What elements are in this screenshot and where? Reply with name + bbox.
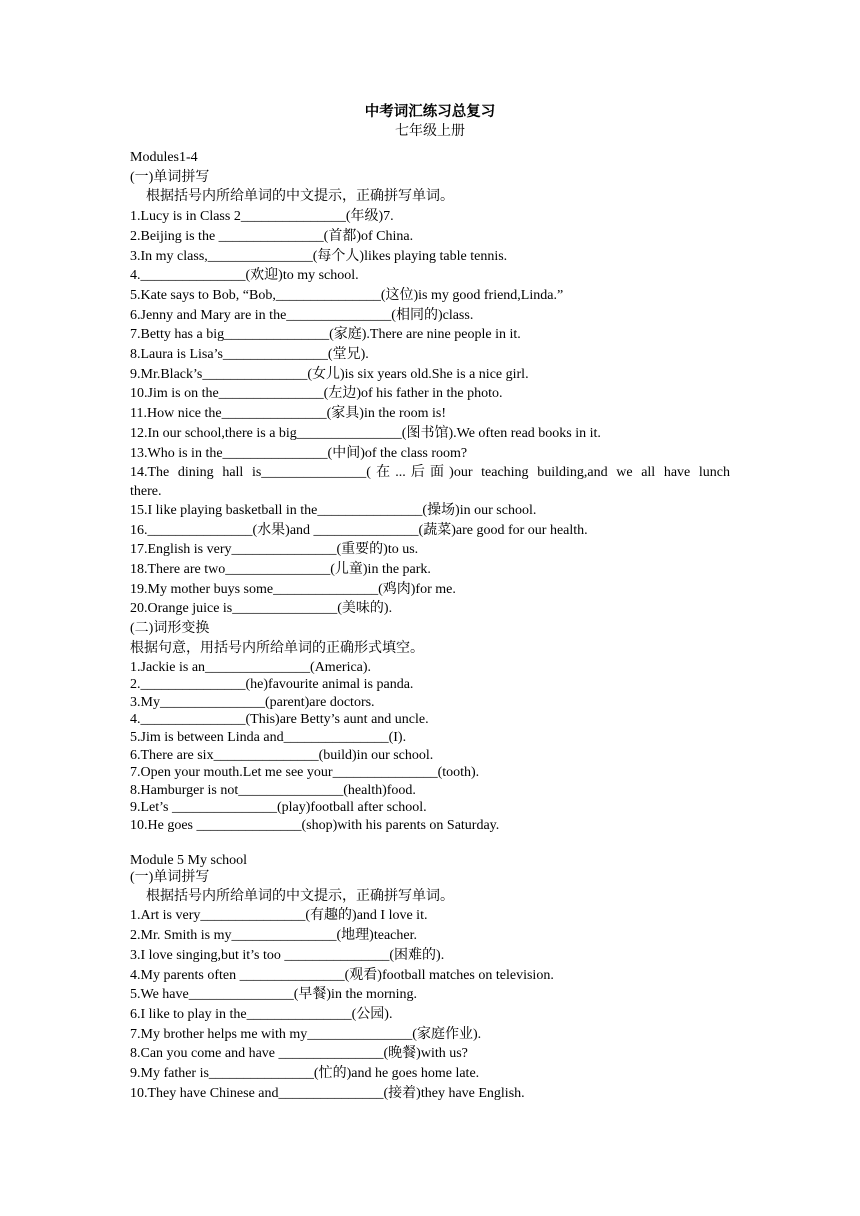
question-item: 4.My parents often _______________(观看)football matches on television. — [130, 967, 554, 983]
part-heading: (一)单词拼写 — [130, 169, 210, 185]
question-item: 7.Betty has a big_______________(家庭).There are nine people in it. — [130, 327, 521, 343]
question-item: 5.We have_______________(早餐)in the morning. — [130, 987, 417, 1003]
question-item: 1.Lucy is in Class 2_______________(年级)7. — [130, 209, 394, 225]
module-heading: Module 5 My school — [130, 852, 248, 868]
question-item: 11.How nice the_______________(家具)in the room is! — [130, 406, 446, 422]
question-item: 7.My brother helps me with my_______________(家庭作业). — [130, 1026, 482, 1042]
question-item: 3.I love singing,but it’s too _______________(困难的). — [130, 947, 445, 963]
question-item: 17.English is very_______________(重要的)to us. — [130, 542, 419, 558]
instruction: 根据括号内所给单词的中文提示，正确拼写单词。 — [146, 888, 454, 904]
question-item: 5.Jim is between Linda and_______________(I). — [130, 729, 407, 745]
document-page — [130, 102, 730, 1103]
question-item: 10.He goes _______________(shop)with his parents on Saturday. — [130, 817, 500, 833]
module-heading: Modules1-4 — [130, 150, 198, 165]
question-item: 15.I like playing basketball in the_______________(操场)in our school. — [130, 502, 537, 518]
question-item: 12.In our school,there is a big_______________(图书馆).We often read books in it. — [130, 425, 601, 441]
question-item: 10.They have Chinese and_______________(接着)they have English. — [130, 1085, 525, 1101]
question-item: 9.Let’s _______________(play)football after school. — [130, 800, 427, 816]
question-item: 8.Laura is Lisa’s_______________(堂兄). — [130, 347, 369, 363]
question-item: 8.Can you come and have _______________(晚餐)with us? — [130, 1046, 468, 1062]
section-module-5 — [130, 852, 730, 1104]
question-item: 1.Jackie is an_______________(America). — [130, 659, 372, 675]
question-item: 6.I like to play in the_______________(公园). — [130, 1006, 393, 1022]
question-item: 18.There are two_______________(儿童)in the park. — [130, 562, 431, 578]
question-item: 6.Jenny and Mary are in the_______________(相同的)class. — [130, 307, 474, 323]
instruction: 根据句意，用括号内所给单词的正确形式填空。 — [130, 640, 424, 656]
question-item: 13.Who is in the_______________(中间)of the class room? — [130, 445, 468, 461]
section-modules-1-4 — [130, 148, 730, 835]
question-item: 4._______________(欢迎)to my school. — [130, 268, 359, 284]
part-heading: (一)单词拼写 — [130, 870, 210, 886]
question-item: 9.Mr.Black’s_______________(女儿)is six years old.She is a nice girl. — [130, 366, 529, 382]
question-item: 7.Open your mouth.Let me see your_______________(tooth). — [130, 765, 480, 781]
question-item: 16._______________(水果)and _______________(蔬菜)are good for our health. — [130, 522, 588, 538]
question-item: 6.There are six_______________(build)in our school. — [130, 747, 434, 763]
question-item: 2.Mr. Smith is my_______________(地理)teacher. — [130, 928, 417, 944]
question-item-continued: there. — [130, 483, 162, 499]
question-item: 19.My mother buys some_______________(鸡肉)for me. — [130, 581, 456, 597]
question-item: 3.My_______________(parent)are doctors. — [130, 694, 375, 710]
question-item: 4._______________(This)are Betty’s aunt and uncle. — [130, 712, 429, 728]
question-item: 1.Art is very_______________(有趣的)and I love it. — [130, 908, 428, 924]
question-item: 8.Hamburger is not_______________(health)food. — [130, 782, 416, 798]
question-item: 3.In my class,_______________(每个人)likes playing table tennis. — [130, 248, 508, 264]
document-subtitle: 七年级上册 — [395, 124, 465, 139]
question-item: 20.Orange juice is_______________(美味的). — [130, 601, 393, 617]
question-item: 2.Beijing is the _______________(首都)of China. — [130, 228, 414, 244]
question-item: 14.The dining hall is_______________(在...后面)our teaching building,and we all have lunch — [130, 465, 730, 481]
part-heading: (二)词形变换 — [130, 621, 210, 637]
question-item: 9.My father is_______________(忙的)and he goes home late. — [130, 1066, 480, 1082]
question-item: 5.Kate says to Bob, “Bob,_______________(这位)is my good friend,Linda.” — [130, 287, 564, 303]
instruction: 根据括号内所给单词的中文提示，正确拼写单词。 — [146, 189, 454, 205]
document-title: 中考词汇练习总复习 — [364, 104, 496, 120]
question-item: 10.Jim is on the_______________(左边)of his father in the photo. — [130, 386, 503, 402]
question-item: 2._______________(he)favourite animal is panda. — [130, 677, 414, 693]
section-spacer — [130, 835, 730, 852]
